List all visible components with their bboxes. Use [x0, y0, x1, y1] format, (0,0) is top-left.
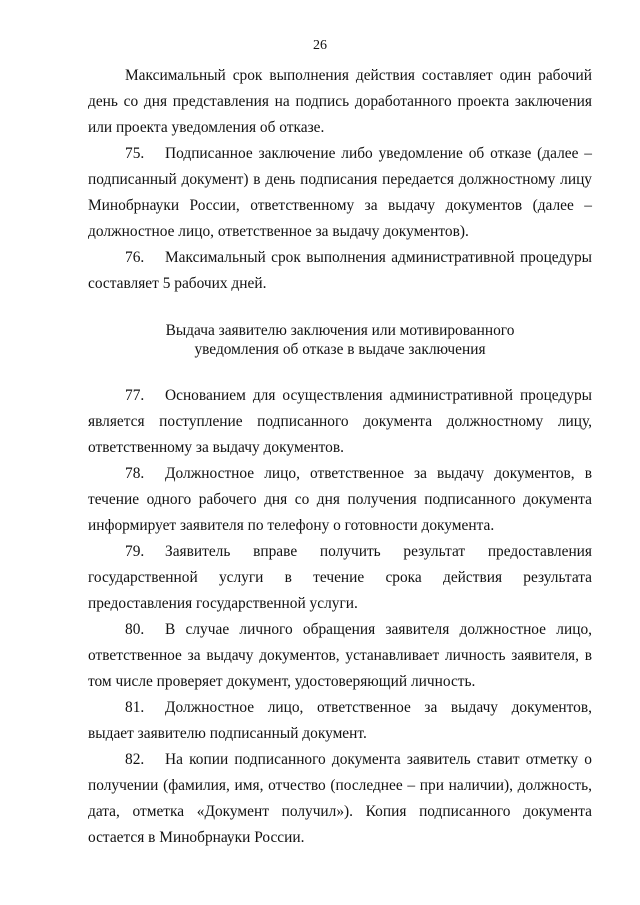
paragraph-76: [88, 245, 592, 297]
paragraph-number: 81.: [125, 699, 145, 716]
paragraph-text: Должностное лицо, ответственное за выдачу документов, выдает заявителю подписанный документ.: [88, 699, 592, 742]
paragraph-79: [88, 539, 592, 617]
paragraph-81: [88, 695, 592, 747]
paragraph-number: 75.: [125, 145, 145, 162]
paragraph-number: 78.: [125, 465, 145, 482]
paragraph-text: Заявитель вправе получить результат предоставления государственной услуги в течение срока действия результата предоставления государственной услуги.: [88, 543, 592, 612]
paragraph-text: Максимальный срок выполнения административной процедуры составляет 5 рабочих дней.: [88, 249, 592, 292]
paragraph-text: Основанием для осуществления административной процедуры является поступление подписанного документа должностному лицу, ответственному за выдачу документов.: [88, 387, 592, 456]
page-number: 26: [313, 38, 327, 53]
paragraph-78: [88, 461, 592, 539]
paragraph-text: Подписанное заключение либо уведомление об отказе (далее – подписанный документ) в день подписания передается должностному лицу Минобрнауки России, ответственному за выдачу документов (далее – должностное лицо, ответственное за выдачу документов).: [88, 145, 592, 240]
paragraph-75: [88, 141, 592, 245]
paragraph-number: 76.: [125, 249, 145, 266]
section-heading-line-2: уведомления об отказе в выдаче заключения: [194, 341, 486, 358]
paragraph-text: В случае личного обращения заявителя должностное лицо, ответственное за выдачу документов, устанавливает личность заявителя, в том числе проверяет документ, удостоверяющий личность.: [88, 621, 592, 690]
section-heading: [88, 321, 592, 359]
paragraph-number: 77.: [125, 387, 145, 404]
paragraph-80: [88, 617, 592, 695]
paragraph-number: 80.: [125, 621, 145, 638]
paragraph-text: На копии подписанного документа заявитель ставит отметку о получении (фамилия, имя, отчество (последнее – при наличии), должность, дата, отметка «Документ получил»). Копия подписанного документа остается в Минобрнауки России.: [88, 751, 592, 846]
paragraph-number: 82.: [125, 751, 145, 768]
section-heading-line-1: Выдача заявителю заключения или мотивированного: [165, 322, 515, 339]
document-body: [88, 63, 592, 851]
paragraph-text: Должностное лицо, ответственное за выдачу документов, в течение одного рабочего дня со дня получения подписанного документа информирует заявителя по телефону о готовности документа.: [88, 465, 592, 534]
paragraph-number: 79.: [125, 543, 145, 560]
intro-paragraph: Максимальный срок выполнения действия составляет один рабочий день со дня представления на подпись доработанного проекта заключения или проекта уведомления об отказе.: [88, 67, 592, 136]
paragraph-82: [88, 747, 592, 851]
paragraph-77: [88, 383, 592, 461]
